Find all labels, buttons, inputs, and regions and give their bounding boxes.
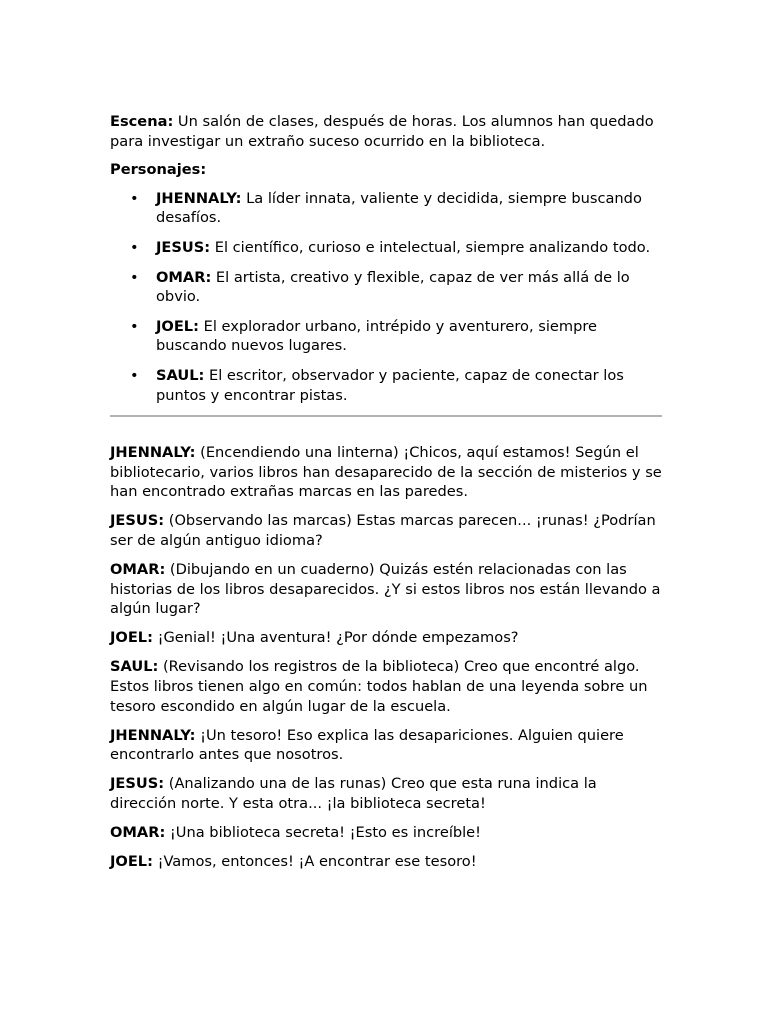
dialogue-text: (Observando las marcas) Estas marcas parecen... ¡runas! ¿Podrían ser de algún antiguo idioma? [110, 512, 656, 549]
speaker-name: JOEL: [110, 629, 153, 647]
dialogue-text: (Dibujando en un cuaderno) Quizás estén relacionadas con las historias de los libros desaparecidos. ¿Y si estos libros nos están llevando a algún lugar? [110, 561, 661, 618]
dialogue-line [110, 823, 662, 843]
dialogue-line [110, 774, 662, 813]
speaker-name: JESUS: [110, 775, 165, 793]
speaker-name: SAUL: [110, 658, 159, 676]
character-name: OMAR: [156, 268, 212, 286]
dialogue-text: (Encendiendo una linterna) ¡Chicos, aquí estamos! Según el bibliotecario, varios libros han desaparecido de la sección de misterios y se han encontrado extrañas marcas en las paredes. [110, 444, 662, 501]
character-item-omar [110, 268, 662, 307]
bullet-icon: • [130, 238, 139, 256]
character-desc: El científico, curioso e intelectual, siempre analizando todo. [210, 238, 651, 256]
speaker-name: JHENNALY: [110, 726, 196, 744]
speaker-name: OMAR: [110, 824, 166, 842]
speaker-name: JOEL: [110, 853, 153, 871]
scene-text: Un salón de clases, después de horas. Los alumnos han quedado para investigar un extraño suceso ocurrido en la biblioteca. [110, 113, 654, 150]
character-name: JOEL: [156, 317, 199, 335]
dialogue-text: ¡Vamos, entonces! ¡A encontrar ese tesoro! [152, 853, 477, 871]
bullet-icon: • [130, 268, 139, 286]
dialogue-line [110, 657, 662, 716]
characters-heading-text: Personajes: [110, 161, 207, 179]
scene-label: Escena: [110, 113, 174, 130]
character-item-joel [110, 317, 662, 356]
dialogue-text: (Analizando una de las runas) Creo que esta runa indica la dirección norte. Y esta otra... ¡la biblioteca secreta! [110, 775, 597, 813]
character-desc: El artista, creativo y flexible, capaz de ver más allá de lo obvio. [156, 268, 630, 306]
character-desc: La líder innata, valiente y decidida, siempre buscando desafíos. [156, 189, 642, 227]
character-item-jhennaly [110, 189, 662, 228]
character-item-saul [110, 366, 662, 405]
dialogue-text: ¡Un tesoro! Eso explica las desapariciones. Alguien quiere encontrarlo antes que nosotros. [110, 726, 624, 764]
speaker-name: OMAR: [110, 561, 166, 579]
bullet-icon: • [130, 189, 139, 207]
dialogue-line [110, 560, 662, 619]
dialogue-line [110, 511, 662, 550]
document-body [110, 112, 662, 881]
dialogue-line [110, 852, 662, 872]
dialogue-section [110, 443, 662, 872]
scene-paragraph [110, 112, 662, 151]
bullet-icon: • [130, 366, 139, 384]
character-name: SAUL: [156, 366, 205, 384]
section-divider [110, 415, 662, 417]
characters-heading [110, 160, 662, 180]
character-name: JESUS: [156, 238, 211, 256]
dialogue-line [110, 726, 662, 765]
dialogue-line [110, 628, 662, 648]
character-name: JHENNALY: [156, 189, 242, 207]
speaker-name: JHENNALY: [110, 444, 196, 462]
character-item-jesus [110, 238, 662, 258]
dialogue-line [110, 443, 662, 502]
characters-list [110, 189, 662, 405]
speaker-name: JESUS: [110, 512, 165, 530]
character-desc: El explorador urbano, intrépido y aventurero, siempre buscando nuevos lugares. [156, 317, 598, 355]
dialogue-text: (Revisando los registros de la biblioteca) Creo que encontré algo. Estos libros tienen algo en común: todos hablan de una leyenda sobre un tesoro escondido en algún lugar de la escuela. [110, 658, 648, 715]
dialogue-text: ¡Genial! ¡Una aventura! ¿Por dónde empezamos? [152, 629, 519, 647]
character-desc: El escritor, observador y paciente, capaz de conectar los puntos y encontrar pistas. [156, 366, 624, 404]
bullet-icon: • [130, 317, 139, 335]
dialogue-text: ¡Una biblioteca secreta! ¡Esto es increíble! [165, 824, 482, 842]
